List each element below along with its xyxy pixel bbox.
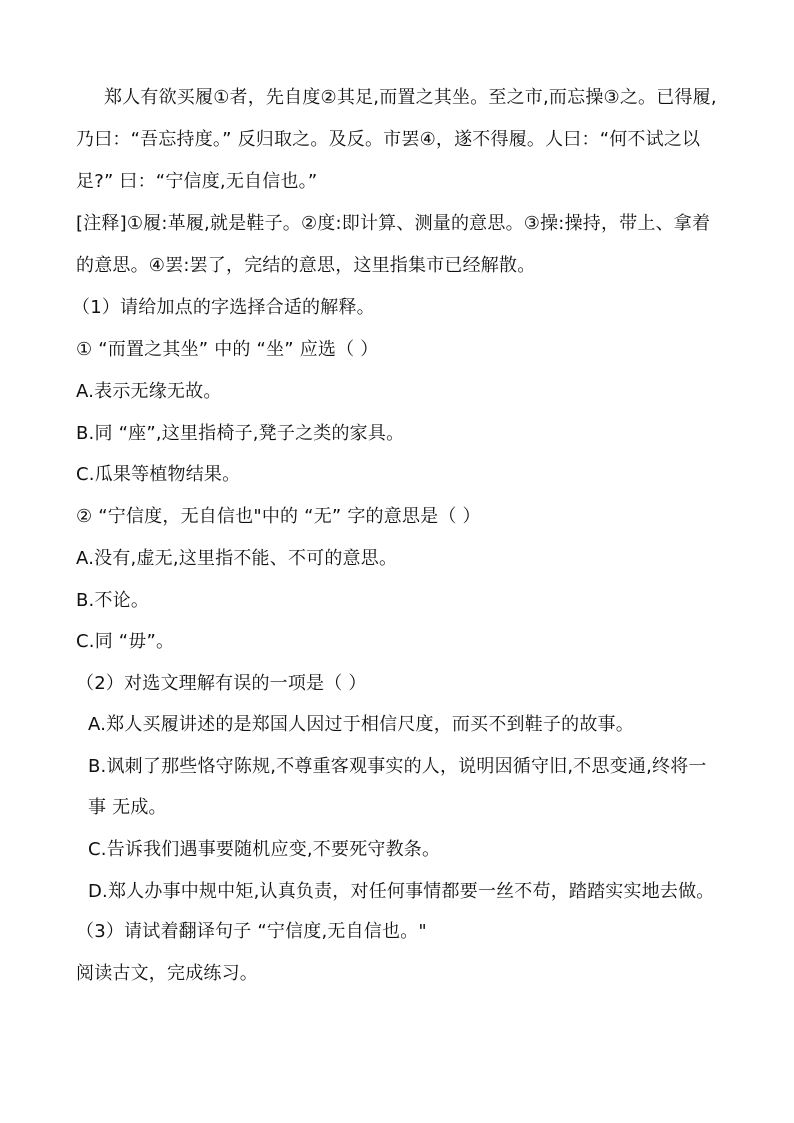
question-2-option-c: C.告诉我们遇事要随机应变,不要死守教条。	[88, 839, 441, 860]
question-1-sub-1-option-b: B.同 “座”,这里指椅子,凳子之类的家具。	[76, 423, 405, 444]
question-1-sub-2-option-b: B.不论。	[76, 590, 150, 611]
question-3-stem: （3）请试着翻译句子 “宁信度,无自信也。"	[76, 921, 427, 942]
notes-line-2: 的意思。④罢:罢了，完结的意思，这里指集市已经解散。	[76, 255, 536, 276]
question-1-sub-1-option-c: C.瓜果等植物结果。	[76, 464, 241, 485]
question-1-stem: （1）请给加点的字选择合适的解释。	[72, 297, 375, 318]
notes-line-1: [注释]①履:革履,就是鞋子。②度:即计算、测量的意思。③操:操持，带上、拿着	[76, 213, 711, 234]
footer-instruction: 阅读古文，完成练习。	[76, 963, 258, 984]
question-2-option-b: B.讽刺了那些恪守陈规,不尊重客观事实的人，说明因循守旧,不思变通,终将一	[88, 756, 707, 777]
question-2-option-a: A.郑人买履讲述的是郑国人因过于相信尺度，而买不到鞋子的故事。	[88, 714, 634, 735]
question-1-sub-2-option-a: A.没有,虚无,这里指不能、不可的意思。	[76, 548, 398, 569]
passage-line-2: 乃曰：“吾忘持度。” 反归取之。及反。市罢④，遂不得履。人曰：“何不试之以	[76, 129, 701, 150]
question-1-sub-1-option-a: A.表示无缘无故。	[76, 381, 222, 402]
question-2-stem: （2）对选文理解有误的一项是（ ）	[76, 673, 367, 694]
question-1-sub-2-option-c: C.同 “毋”。	[76, 631, 175, 652]
question-2-option-d: D.郑人办事中规中矩,认真负责，对任何事情都要一丝不苟，踏踏实实地去做。	[88, 881, 715, 902]
passage-line-1: 郑人有欲买履①者，先自度②其足,而置之其坐。至之市,而忘操③之。已得履,	[104, 87, 717, 108]
question-2-option-b-continued: 事 无成。	[88, 797, 167, 818]
question-1-sub-1-stem: ① “而置之其坐” 中的 “坐” 应选（ ）	[76, 339, 379, 360]
passage-line-3: 足?” 曰：“宁信度,无自信也。”	[76, 171, 318, 192]
question-1-sub-2-stem: ② “宁信度，无自信也"中的 “无” 字的意思是（ ）	[76, 506, 481, 527]
